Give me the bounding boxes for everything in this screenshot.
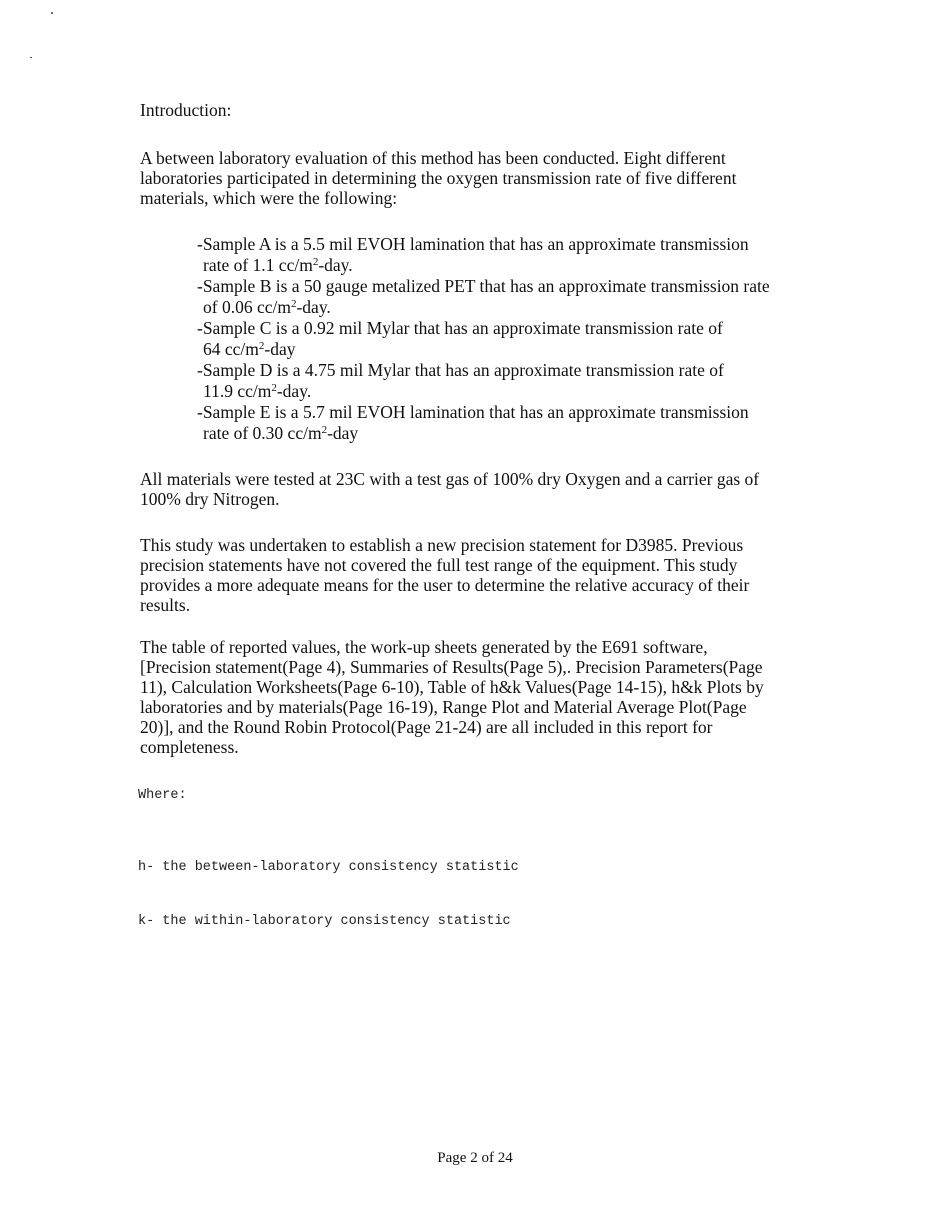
where-label: Where: xyxy=(138,788,187,803)
sample-rate: of 0.06 cc/m xyxy=(203,297,291,317)
sample-rate-line xyxy=(197,255,837,276)
paragraph-line: The table of reported values, the work-up sheets generated by the E691 software, xyxy=(140,637,708,657)
page-number: Page 2 of 24 xyxy=(437,1150,513,1166)
scan-speck xyxy=(51,12,53,14)
paragraph-line: materials, which were the following: xyxy=(140,188,398,208)
paragraph-line: This study was undertaken to establish a new precision statement for D3985. Previous xyxy=(140,535,744,555)
paragraph-line: precision statements have not covered the full test range of the equipment. This study xyxy=(140,555,738,575)
sample-rate-line xyxy=(197,423,837,444)
superscript: 2 xyxy=(321,424,328,436)
superscript: 2 xyxy=(290,298,297,310)
sample-rate-line xyxy=(197,297,837,318)
sample-item-e xyxy=(197,402,837,444)
scan-speck xyxy=(30,57,32,58)
sample-rate-line xyxy=(197,381,837,402)
conditions-paragraph xyxy=(140,469,820,509)
definition-h: h- the between-laboratory consistency statistic xyxy=(138,860,519,875)
study-paragraph xyxy=(140,535,820,615)
contents-paragraph xyxy=(140,637,820,757)
sample-item-c xyxy=(197,318,837,360)
sample-line: -Sample E is a 5.7 mil EVOH lamination that has an approximate transmission xyxy=(197,402,749,422)
sample-rate-unit: -day. xyxy=(276,381,312,401)
evaluation-paragraph xyxy=(140,148,820,208)
paragraph-line: [Precision statement(Page 4), Summaries of Results(Page 5),. Precision Parameters(Page xyxy=(140,657,763,677)
sample-rate-unit: -day. xyxy=(296,297,331,317)
paragraph-line: provides a more adequate means for the user to determine the relative accuracy of their xyxy=(140,575,750,595)
superscript: 2 xyxy=(312,256,319,268)
paragraph-line: 11), Calculation Worksheets(Page 6-10), Table of h&k Values(Page 14-15), h&k Plots by xyxy=(140,677,764,697)
sample-line: -Sample A is a 5.5 mil EVOH lamination that has an approximate transmission xyxy=(197,234,749,254)
sample-rate-unit: -day. xyxy=(318,255,353,275)
sample-line: -Sample C is a 0.92 mil Mylar that has an approximate transmission rate of xyxy=(197,318,723,338)
sample-line: -Sample B is a 50 gauge metalized PET that has an approximate transmission rate xyxy=(197,276,770,296)
sample-rate: rate of 0.30 cc/m xyxy=(203,423,322,443)
sample-rate: 11.9 cc/m xyxy=(203,381,272,401)
sample-rate: 64 cc/m xyxy=(203,339,259,359)
sample-item-a xyxy=(197,234,837,276)
paragraph-line: laboratories and by materials(Page 16-19), Range Plot and Material Average Plot(Page xyxy=(140,697,747,717)
sample-line: -Sample D is a 4.75 mil Mylar that has an approximate transmission rate of xyxy=(197,360,724,380)
sample-list xyxy=(197,234,837,444)
paragraph-line: results. xyxy=(140,595,191,615)
superscript: 2 xyxy=(271,382,277,394)
sample-item-d xyxy=(197,360,837,402)
sample-rate-unit: -day xyxy=(327,423,359,443)
definitions-list xyxy=(138,823,519,967)
sample-rate: rate of 1.1 cc/m xyxy=(203,255,313,275)
sample-rate-unit: -day xyxy=(264,339,296,359)
paragraph-line: laboratories participated in determining the oxygen transmission rate of five different xyxy=(140,168,737,188)
paragraph-line: 20)], and the Round Robin Protocol(Page 21-24) are all included in this report for xyxy=(140,717,713,737)
paragraph-line: All materials were tested at 23C with a test gas of 100% dry Oxygen and a carrier gas of xyxy=(140,469,760,489)
superscript: 2 xyxy=(258,340,265,352)
paragraph-line: A between laboratory evaluation of this method has been conducted. Eight different xyxy=(140,148,726,168)
section-heading: Introduction: xyxy=(140,100,232,120)
definition-k: k- the within-laboratory consistency statistic xyxy=(138,914,511,929)
paragraph-line: completeness. xyxy=(140,737,239,757)
sample-item-b xyxy=(197,276,837,318)
paragraph-line: 100% dry Nitrogen. xyxy=(140,489,280,509)
sample-rate-line xyxy=(197,339,837,360)
